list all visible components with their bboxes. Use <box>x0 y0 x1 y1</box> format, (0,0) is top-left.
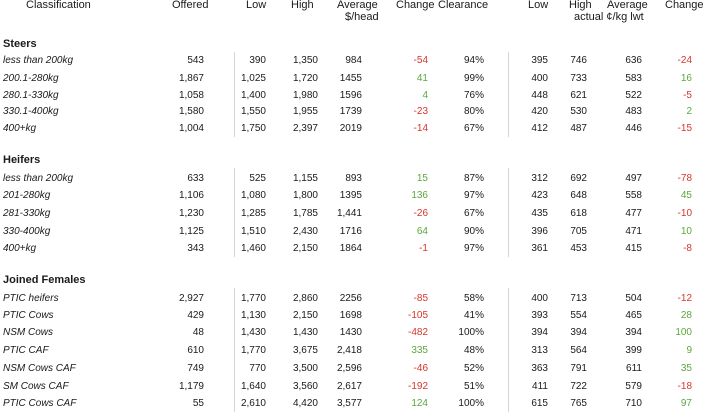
cell-low: 1,130 <box>240 310 266 321</box>
cell-clearance: 76% <box>463 90 484 101</box>
cell-change2: 28 <box>680 310 692 321</box>
cell-low2: 312 <box>531 173 548 184</box>
cell-high2: 713 <box>570 293 587 304</box>
cell-high2: 621 <box>570 90 587 101</box>
cell-low2: 363 <box>531 363 548 374</box>
cell-high: 2,150 <box>292 243 318 254</box>
cell-high2: 530 <box>570 106 587 117</box>
cell-clearance: 58% <box>463 293 484 304</box>
cell-low: 1,770 <box>240 293 266 304</box>
cell-avg2: 579 <box>625 381 642 392</box>
row-label: 281-330kg <box>3 208 51 219</box>
cell-low: 1,025 <box>240 73 266 84</box>
cell-low2: 395 <box>531 55 548 66</box>
cell-high: 1,785 <box>292 208 318 219</box>
header-low-cents: Low <box>528 0 549 11</box>
row-label: PTIC CAF <box>3 345 49 356</box>
cell-change: 64 <box>416 226 428 237</box>
cell-clearance: 87% <box>463 173 484 184</box>
cell-offered: 1,230 <box>178 208 204 219</box>
header-change: Change <box>396 0 435 11</box>
cell-change: -54 <box>413 55 428 66</box>
cell-change2: -15 <box>677 123 692 134</box>
cell-clearance: 67% <box>463 123 484 134</box>
cell-high: 2,430 <box>292 226 318 237</box>
cell-change: -26 <box>413 208 428 219</box>
cell-offered: 1,179 <box>178 381 204 392</box>
cell-change2: 16 <box>680 73 692 84</box>
cell-clearance: 94% <box>463 55 484 66</box>
cell-low2: 412 <box>531 123 548 134</box>
cell-offered: 1,106 <box>178 190 204 201</box>
cell-high: 2,150 <box>292 310 318 321</box>
cell-low2: 615 <box>531 398 548 409</box>
cell-high2: 791 <box>570 363 587 374</box>
cell-change: -192 <box>407 381 428 392</box>
cell-avg2: 471 <box>625 226 642 237</box>
cell-avg2: 477 <box>625 208 642 219</box>
cell-change2: -78 <box>677 173 692 184</box>
cell-high2: 765 <box>570 398 587 409</box>
cell-clearance: 100% <box>458 398 484 409</box>
cell-avg2: 558 <box>625 190 642 201</box>
cell-change2: 97 <box>680 398 692 409</box>
cell-clearance: 97% <box>463 190 484 201</box>
cell-change: -85 <box>413 293 428 304</box>
cell-low: 1,750 <box>240 123 266 134</box>
cell-clearance: 100% <box>458 327 484 338</box>
cell-avg2: 483 <box>625 106 642 117</box>
cell-change2: -24 <box>677 55 692 66</box>
row-label: less than 200kg <box>3 55 74 66</box>
cell-change: -14 <box>413 123 428 134</box>
cell-avg2: 636 <box>625 55 642 66</box>
cell-low: 1,640 <box>240 381 266 392</box>
cell-high: 2,397 <box>292 123 318 134</box>
cell-high: 2,860 <box>292 293 318 304</box>
cell-change2: 9 <box>686 345 692 356</box>
row-label: 330-400kg <box>3 226 51 237</box>
cell-high2: 692 <box>570 173 587 184</box>
cell-low: 1,080 <box>240 190 266 201</box>
cell-avg2: 394 <box>625 327 642 338</box>
cell-avg: 1395 <box>339 190 362 201</box>
row-label: SM Cows CAF <box>3 381 69 392</box>
cell-offered: 343 <box>187 243 204 254</box>
cell-avg: 1596 <box>339 90 362 101</box>
header-cents-unit: actual ¢/kg lwt <box>574 11 644 23</box>
row-label: less than 200kg <box>3 173 74 184</box>
cell-clearance: 41% <box>463 310 484 321</box>
cell-low2: 435 <box>531 208 548 219</box>
cell-offered: 633 <box>187 173 204 184</box>
cell-low2: 400 <box>531 73 548 84</box>
row-label: 330.1-400kg <box>3 106 59 117</box>
cell-change: 124 <box>411 398 428 409</box>
cell-change: 41 <box>416 73 428 84</box>
header-high: High <box>291 0 314 11</box>
cell-avg2: 583 <box>625 73 642 84</box>
cell-low: 1,285 <box>240 208 266 219</box>
cell-change2: -8 <box>683 243 692 254</box>
cell-low2: 420 <box>531 106 548 117</box>
cell-offered: 749 <box>187 363 204 374</box>
cell-low2: 393 <box>531 310 548 321</box>
section-title: Heifers <box>3 154 41 166</box>
cell-change2: 35 <box>680 363 692 374</box>
cell-change2: 2 <box>686 106 692 117</box>
cell-low: 770 <box>249 363 266 374</box>
cell-avg2: 465 <box>625 310 642 321</box>
header-average-unit: $/head <box>345 11 379 23</box>
cell-high2: 554 <box>570 310 587 321</box>
cell-low: 1,550 <box>240 106 266 117</box>
cell-offered: 48 <box>192 327 204 338</box>
cell-offered: 1,580 <box>178 106 204 117</box>
cell-change: 15 <box>416 173 428 184</box>
cell-low2: 313 <box>531 345 548 356</box>
cell-low2: 423 <box>531 190 548 201</box>
cell-avg: 2256 <box>339 293 362 304</box>
cell-high: 1,430 <box>292 327 318 338</box>
row-label: 200.1-280kg <box>3 73 59 84</box>
cell-avg: 1,441 <box>336 208 362 219</box>
cell-clearance: 51% <box>463 381 484 392</box>
cell-avg2: 504 <box>625 293 642 304</box>
row-label: 201-280kg <box>3 190 51 201</box>
cell-low: 1,770 <box>240 345 266 356</box>
cell-clearance: 67% <box>463 208 484 219</box>
cell-low: 1,400 <box>240 90 266 101</box>
cell-offered: 1,004 <box>178 123 204 134</box>
cell-offered: 1,867 <box>178 73 204 84</box>
cell-high2: 722 <box>570 381 587 392</box>
cell-high: 1,800 <box>292 190 318 201</box>
cell-low: 2,610 <box>240 398 266 409</box>
header-clearance: Clearance <box>438 0 489 11</box>
cell-avg2: 446 <box>625 123 642 134</box>
cell-avg2: 611 <box>626 363 642 374</box>
cell-high: 3,560 <box>292 381 318 392</box>
row-label: NSM Cows <box>3 327 54 338</box>
cell-low: 1,510 <box>240 226 266 237</box>
cell-avg2: 497 <box>625 173 642 184</box>
cell-change: 4 <box>422 90 428 101</box>
cell-change2: 45 <box>680 190 692 201</box>
cell-avg: 893 <box>345 173 362 184</box>
cell-high: 4,420 <box>292 398 318 409</box>
header-low: Low <box>246 0 267 11</box>
cell-change2: 100 <box>675 327 692 338</box>
cell-clearance: 99% <box>463 73 484 84</box>
cell-change: 136 <box>411 190 428 201</box>
cell-change2: -12 <box>677 293 692 304</box>
cell-clearance: 80% <box>463 106 484 117</box>
cell-avg: 1430 <box>339 327 362 338</box>
cell-clearance: 90% <box>463 226 484 237</box>
cell-avg: 1716 <box>339 226 362 237</box>
cell-low2: 396 <box>531 226 548 237</box>
cell-avg: 3,577 <box>336 398 362 409</box>
cell-high2: 394 <box>570 327 587 338</box>
cell-high2: 487 <box>570 123 587 134</box>
cell-offered: 543 <box>187 55 204 66</box>
cell-change: -105 <box>407 310 428 321</box>
cell-high2: 618 <box>570 208 587 219</box>
cell-low: 1,460 <box>240 243 266 254</box>
cell-offered: 2,927 <box>178 293 204 304</box>
cell-avg2: 399 <box>625 345 642 356</box>
cell-change2: -10 <box>677 208 692 219</box>
row-label: 400+kg <box>3 243 37 254</box>
cell-high: 1,955 <box>292 106 318 117</box>
cell-offered: 429 <box>187 310 204 321</box>
header-classification: Classification <box>26 0 91 11</box>
cell-clearance: 97% <box>463 243 484 254</box>
header-average: Average <box>337 0 378 11</box>
cell-avg2: 415 <box>625 243 642 254</box>
cell-clearance: 52% <box>463 363 484 374</box>
cell-high: 1,980 <box>292 90 318 101</box>
cell-offered: 55 <box>192 398 204 409</box>
section-title: Steers <box>3 38 37 50</box>
cell-low: 525 <box>249 173 266 184</box>
cell-avg: 2019 <box>339 123 362 134</box>
cell-avg: 1864 <box>339 243 362 254</box>
cell-high2: 746 <box>570 55 587 66</box>
cell-low2: 400 <box>531 293 548 304</box>
cell-avg: 1739 <box>339 106 362 117</box>
cell-change: -46 <box>413 363 428 374</box>
section-title: Joined Females <box>3 274 86 286</box>
row-label: PTIC heifers <box>3 293 59 304</box>
cell-change: -482 <box>407 327 428 338</box>
header-high-cents: High <box>569 0 592 11</box>
cell-offered: 1,125 <box>178 226 204 237</box>
cell-clearance: 48% <box>463 345 484 356</box>
row-label: 280.1-330kg <box>3 90 59 101</box>
cell-high2: 648 <box>570 190 587 201</box>
row-label: 400+kg <box>3 123 37 134</box>
cell-avg: 2,617 <box>336 381 362 392</box>
cell-avg: 2,596 <box>336 363 362 374</box>
header-average-cents: Average <box>607 0 648 11</box>
cell-high2: 564 <box>570 345 587 356</box>
cell-offered: 610 <box>187 345 204 356</box>
cell-low2: 361 <box>531 243 548 254</box>
cell-offered: 1,058 <box>178 90 204 101</box>
cell-low: 1,430 <box>240 327 266 338</box>
cell-high2: 733 <box>570 73 587 84</box>
cell-low2: 448 <box>531 90 548 101</box>
cell-avg2: 710 <box>625 398 642 409</box>
cell-change2: -5 <box>683 90 692 101</box>
cell-change2: -18 <box>677 381 692 392</box>
cell-high2: 453 <box>570 243 587 254</box>
cell-avg: 984 <box>345 55 362 66</box>
cell-avg: 1698 <box>339 310 362 321</box>
cell-low: 390 <box>249 55 266 66</box>
cell-high: 1,720 <box>292 73 318 84</box>
cell-high: 1,155 <box>292 173 318 184</box>
cell-high: 3,675 <box>292 345 318 356</box>
cell-change: -1 <box>419 243 428 254</box>
cell-avg: 1455 <box>339 73 362 84</box>
cell-high2: 705 <box>570 226 587 237</box>
cell-avg: 2,418 <box>336 345 362 356</box>
header-change-cents: Change <box>665 0 704 11</box>
header-offered: Offered <box>172 0 209 11</box>
cell-low2: 394 <box>531 327 548 338</box>
cell-change: -23 <box>413 106 428 117</box>
row-label: PTIC Cows CAF <box>3 398 77 409</box>
cell-low2: 411 <box>532 381 548 392</box>
cell-high: 3,500 <box>292 363 318 374</box>
row-label: PTIC Cows <box>3 310 54 321</box>
cell-change2: 10 <box>680 226 692 237</box>
row-label: NSM Cows CAF <box>3 363 76 374</box>
cell-avg2: 522 <box>625 90 642 101</box>
cell-high: 1,350 <box>292 55 318 66</box>
cell-change: 335 <box>411 345 428 356</box>
